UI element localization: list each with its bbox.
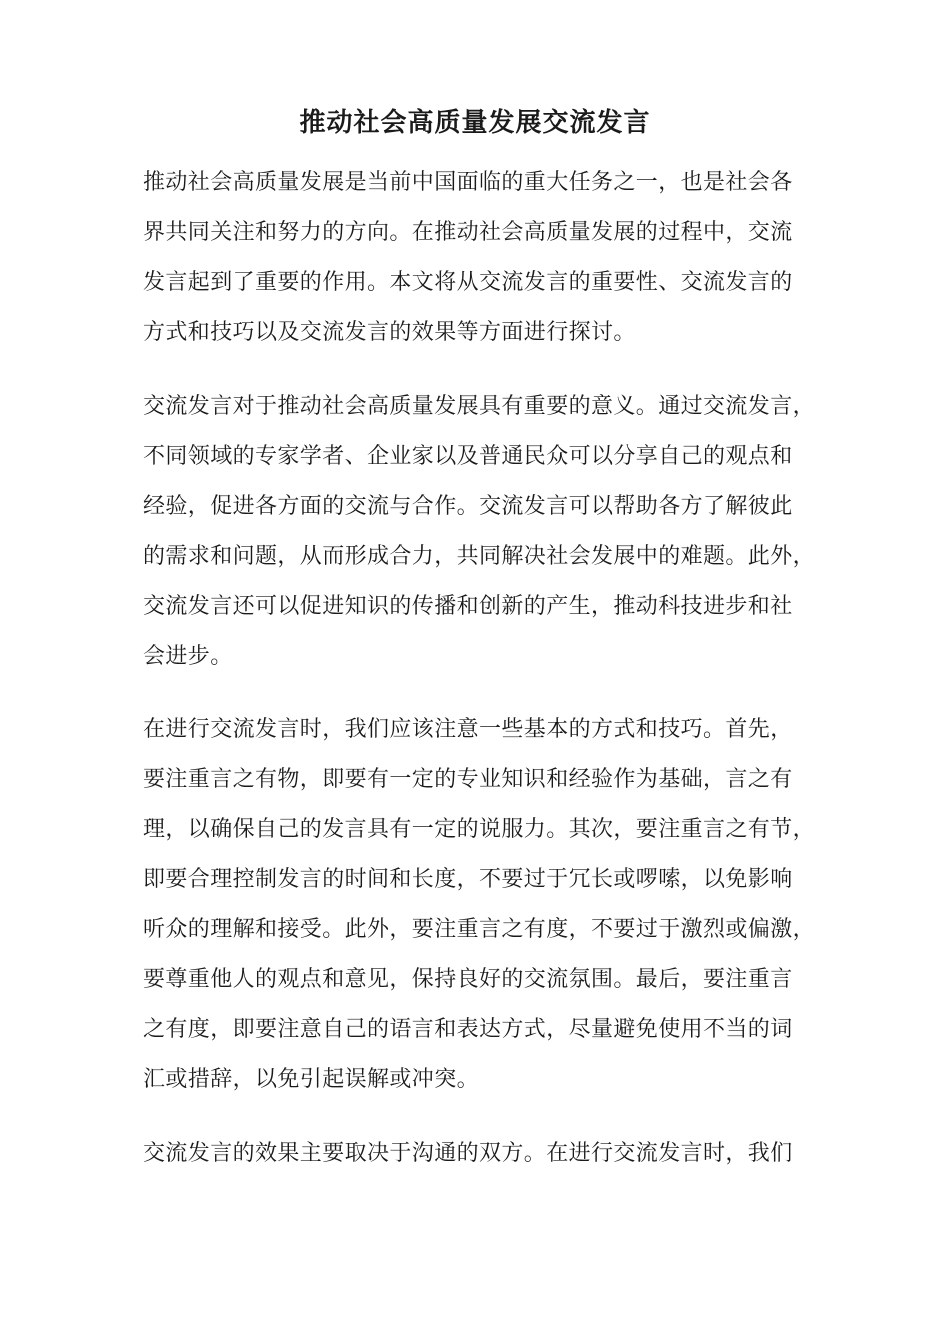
text-line: 交流发言还可以促进知识的传播和创新的产生，推动科技进步和社 bbox=[143, 594, 793, 619]
text-line: 交流发言的效果主要取决于沟通的双方。在进行交流发言时，我们 bbox=[143, 1141, 793, 1166]
text-line: 方式和技巧以及交流发言的效果等方面进行探讨。 bbox=[143, 320, 636, 345]
document-title: 推动社会高质量发展交流发言 bbox=[299, 108, 651, 138]
text-line: 发言起到了重要的作用。本文将从交流发言的重要性、交流发言的 bbox=[143, 270, 793, 295]
paragraph-3 bbox=[143, 705, 833, 1105]
text-line: 在进行交流发言时，我们应该注意一些基本的方式和技巧。首先， bbox=[143, 717, 793, 742]
text-line: 经验，促进各方面的交流与合作。交流发言可以帮助各方了解彼此 bbox=[143, 494, 793, 519]
text-line: 界共同关注和努力的方向。在推动社会高质量发展的过程中，交流 bbox=[143, 220, 793, 245]
text-line: 不同领域的专家学者、企业家以及普通民众可以分享自己的观点和 bbox=[143, 444, 793, 469]
text-line: 推动社会高质量发展是当前中国面临的重大任务之一，也是社会各 bbox=[143, 170, 793, 195]
paragraph-1 bbox=[143, 158, 833, 358]
text-line: 的需求和问题，从而形成合力，共同解决社会发展中的难题。此外， bbox=[143, 544, 816, 569]
paragraph-4 bbox=[143, 1129, 833, 1179]
paragraph-2 bbox=[143, 382, 833, 682]
text-line: 即要合理控制发言的时间和长度，不要过于冗长或啰嗦，以免影响 bbox=[143, 867, 793, 892]
text-line: 会进步。 bbox=[143, 644, 233, 669]
text-line: 理，以确保自己的发言具有一定的说服力。其次，要注重言之有节， bbox=[143, 817, 816, 842]
text-line: 交流发言对于推动社会高质量发展具有重要的意义。通过交流发言， bbox=[143, 394, 816, 419]
text-line: 之有度，即要注意自己的语言和表达方式，尽量避免使用不当的词 bbox=[143, 1017, 793, 1042]
text-line: 汇或措辞，以免引起误解或冲突。 bbox=[143, 1067, 480, 1092]
text-line: 要尊重他人的观点和意见，保持良好的交流氛围。最后，要注重言 bbox=[143, 967, 793, 992]
text-line: 听众的理解和接受。此外，要注重言之有度，不要过于激烈或偏激， bbox=[143, 917, 816, 942]
text-line: 要注重言之有物，即要有一定的专业知识和经验作为基础，言之有 bbox=[143, 767, 793, 792]
